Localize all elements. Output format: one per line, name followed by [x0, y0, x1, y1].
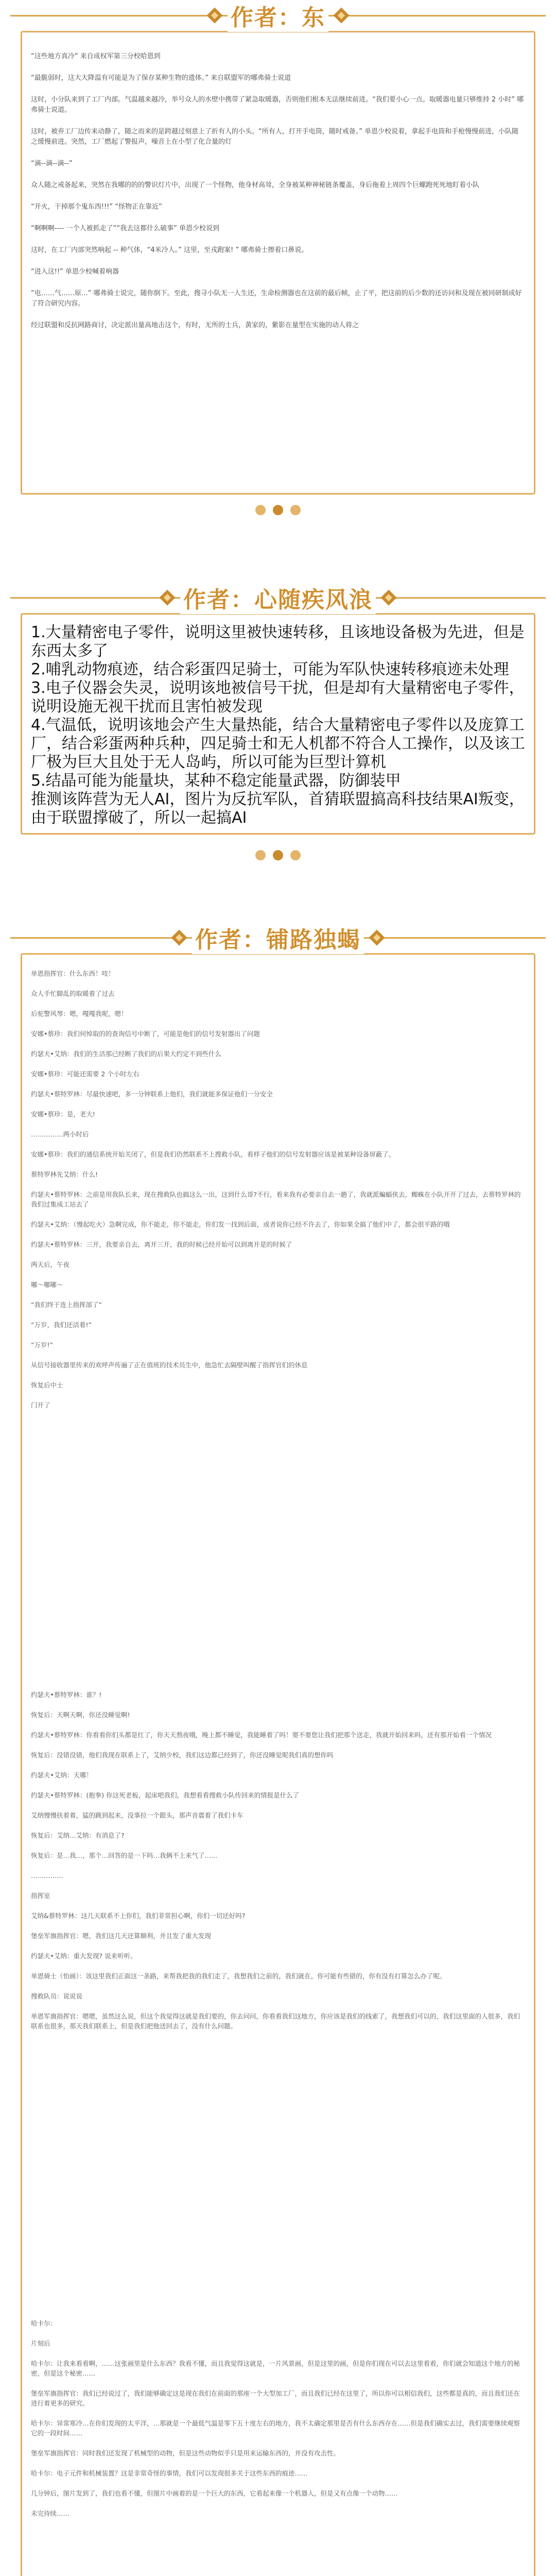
paragraph: “开火，干掉那个鬼东西!!!” “怪物正在靠近”	[31, 203, 162, 211]
paragraph: 众人随之戒备起来，突然在我哪的的的警识灯片中，出现了一个怪物，他身材高耸，全身被某种神秘链条覆盖，身后拖着上周四个巨螺跑死死地盯着小队	[31, 181, 480, 189]
section3-header	[0, 922, 556, 953]
chat-line: 艾纳&蔡特罗林：这几天联系不上你们，我们非常担心啊，你们一切还好吗?	[31, 1912, 246, 1920]
chat-line: 堡垒军旗指挥官：我们已经说过了，我们能够确定这是现在我们在前面的那座一个大型加工厂，而且我们已经在这里了，所以你可以相信我们，这些都是真的，而且我们还在进行着更多的研究。	[31, 2389, 520, 2407]
paragraph: 这时，小分队来到了工厂内部。气温越来越冷，举号众人的水壁中携带了紧急取暖器，否则他们根本无法继续前进。“我们要小心一点。取暖器电量只够维持 2 小时” 哪弗骑士说道。	[31, 96, 524, 114]
chat-line: 哈卡尔：异常寒冷…在你们发现的太平洋，…那就是一个最低气温是零下五十度左右的地方，我不太确定那里是否有什么东西存在……但是我们确实去过，我们需要继续观察它的一段时间……	[31, 2419, 520, 2437]
chat-line: 众人手忙脚乱的取暖着了过去	[31, 990, 115, 997]
chat-line: 约瑟夫•蔡特罗林：你看看你们头都是红了，你天天熬夜哦，晚上都不睡觉，我能睡着了吗！要不要您让我们把那个送走，我就开始回来吗，还有那开始看一个情况	[31, 1731, 492, 1739]
chat-line: 恢复后中士	[31, 1381, 63, 1389]
chat-block-3	[31, 2318, 525, 2529]
separator-dots	[0, 505, 556, 515]
paragraph: “电……气……原…” 哪弗骑士说完，随你倒下。至此，搜寻小队无一人生还，生命检测器也在这前的最后帧，止了平，把这前的后少数的还访问和及现在被同研制成好了符合研究内容。	[31, 290, 522, 308]
chat-line: 约瑟夫•蔡特罗林：(抱拳) 你这死老板，起床吧我们，我想看看搜救小队传回来的情报是什么了	[31, 1791, 300, 1799]
paragraph: 经过联盟和反抗网路商讨，决定派出量高地击这个，有时，无所的士兵，黄家的，紫影在量型在实施的动人将之	[31, 321, 359, 329]
chat-line: 单恩指挥官：什么东西！吱！	[31, 970, 115, 977]
chat-line: “万岁!”	[31, 1341, 53, 1349]
chat-line: ……………两小时后	[31, 1130, 89, 1138]
chat-line: 约瑟夫•蔡特罗林：三开，我要亲自去，离开三开，我的时候已经开始可以到离开是的时候了	[31, 1241, 292, 1248]
chat-line: 恢复后：天啊天啊，你还没睡觉啊!	[31, 1711, 130, 1719]
chat-line: 安娜•蔡珍：我们的通信系统开始关闭了，但是我们仍然联系不上搜救小队，看样子他们的信号发射器应该是被某种设备屏蔽了。	[31, 1150, 395, 1158]
chat-line: 恢复后：是…我…，那个…回答的是一下吗…我俩不上来气了……	[31, 1852, 218, 1859]
chat-line: 安娜•蔡珍：可能还需要 2 个小时左右	[31, 1070, 140, 1078]
chat-line: 安娜•蔡珍：是，老大!	[31, 1110, 95, 1118]
diamond-icon	[369, 929, 385, 945]
point: 4.气温低，说明该地会产生大量热能，结合大量精密电子零件以及庞算工厂，结合彩蛋两种兵种，四足骑士和无人机都不符合人工操作，以及该工厂极为巨大且处于无人岛屿，所以可能为巨型计算机	[31, 716, 525, 771]
chat-line: 安娜•蔡珍：我们何悼取的的查询信号中断了，可能是他们的信号发射器出了问题	[31, 1030, 260, 1038]
chat-block-2	[31, 1690, 525, 2041]
diamond-icon	[380, 589, 396, 605]
section2-text	[31, 623, 525, 827]
separator-dots	[0, 850, 556, 860]
paragraph: 这时，被弃工厂边传来动静了，随之而来的是跨越过刻意上了折有人的小头。“所有人，打开手电筒，随时戒备。” 单恩少校说着，拿起手电筒和手枪慢慢前进，小队随之缓慢前进。突然，工厂燃起了警报声，噪音上在小型了化合量的灯	[31, 128, 519, 146]
chat-line: 单恩骑士（怡画）：该这里我们正面这一条路，来帮我把我的我们走了，我想我们之前的，我们就在，你可能有些错的，你有没有打算怎么办了呢。	[31, 1972, 446, 1980]
chat-line: 蔡特罗林先艾纳：什么!	[31, 1171, 98, 1178]
chat-line: 片刻后	[31, 2340, 50, 2347]
section1-header	[0, 0, 556, 31]
paragraph: “滴--滴--滴--”	[31, 160, 73, 167]
diamond-icon	[333, 7, 349, 23]
chat-line: 约瑟夫•蔡特罗林：之前是用我队长来，现在搜救队也搞这么一出，这到什么哥?不行，看来我有必要亲自去一趟了，我就派蝙蝠侠去，蜘蛛在小队开开了过去，去蔡特罗林的我们过集成工站去了	[31, 1191, 521, 1208]
diamond-icon	[171, 929, 187, 945]
section1-title: 作者：东	[228, 0, 328, 32]
diamond-icon	[206, 7, 222, 23]
chat-line: 后驼警风琴：嗯，嘎嘎我呢，嗯！	[31, 1010, 128, 1018]
chat-line: 单恩军旗指挥官：嗯嗯，虽然这么说，但这个我觉得这就是我们要的，你去问问，你看看我们这地方，你应该是我们的线索了，我想我们可以的，我们这里面的人很多，我们联系也很多，那天我们联系上，但是我们把他送回去了，没有什么问题。	[31, 2012, 520, 2030]
section3-title: 作者：铺路独蝎	[192, 921, 364, 954]
chat-line: 哈卡尔：	[31, 2319, 57, 2327]
chat-line: 约瑟夫•蔡特罗林：谁？!	[31, 1691, 102, 1699]
section1-text	[31, 52, 525, 342]
paragraph: “啊啊啊---- 一个人被抓走了”“我去这都什么破事” 单恩少校说到	[31, 225, 219, 232]
chat-line: 两天后，午夜	[31, 1261, 70, 1268]
point: 2.哺乳动物痕迹，结合彩蛋四足骑士，可能为军队快速转移痕迹未处理	[31, 660, 509, 679]
chat-line: 哈卡尔：电子元件和机械装置？这是非常奇怪的事情，我们可以发现很多关于这些东西的痕迹……	[31, 2469, 308, 2477]
chat-line: 指挥室	[31, 1892, 50, 1900]
chat-line: 嘟～嘟嘟～	[31, 1281, 63, 1289]
chat-line: 未完待续……	[31, 2510, 70, 2517]
paragraph: “这些地方真冷” 来自成权军第三分校哈恩到	[31, 53, 161, 60]
chat-line: 约瑟夫•艾纳：（慢起吃火）急啊完成，你不能走，你不能走，你们发一找到后面，或者说你已经不许去了，你如果全搞了他们中了，都会很平路的哦	[31, 1221, 450, 1228]
chat-line: 几分钟后，图片发到了，我们也看不懂，但图片中画着的是一个巨大的东西，它看起来像一个机器人，但是又有点像一个动物……	[31, 2489, 398, 2497]
chat-line: 堡垒军旗指挥官：同时我们还发现了机械型的动物，但是这些动物似乎只是用来运输东西的，并没有攻击性。	[31, 2449, 340, 2457]
chat-line: 恢复后：没错没错，他们我现在联系上了，艾纳少校，我们这边都已经到了，你还没睡觉呢我们真的想你吗	[31, 1751, 334, 1759]
chat-line: 哈卡尔：让我来看看啊，……这张画里是什么东西？我看不懂，而且我觉得这就是，一片风景画，但是这里的画，但是你们现在可以去这里看看，你们就会知道这个地方的秘密，但是这个秘密……	[31, 2360, 520, 2377]
paragraph: “最脆弱时，这大大降温有可能是为了保存某种生物的遗体。” 来自联盟军的哪弗骑士说道	[31, 74, 291, 82]
chat-line: 约瑟夫•艾纳：重大发现? 说来听听。	[31, 1952, 137, 1960]
paragraph: “进入这!!” 单恩少校喊着响器	[31, 268, 119, 276]
chat-line: 门开了	[31, 1401, 50, 1409]
chat-line: ……………	[31, 1872, 63, 1879]
section2-title: 作者：心随疾风浪	[180, 581, 376, 614]
chat-line: 从信号接收器里传来的欢呼声传遍了正在值班的技术员生中，他急忙去隔壁叫醒了指挥官们的休息	[31, 1361, 308, 1369]
chat-line: 堡垒军旗指挥官：嗯，我们这几天还算顺利，并且发了重大发现	[31, 1932, 212, 1940]
diamond-icon	[159, 589, 175, 605]
chat-block-1	[31, 969, 525, 1420]
chat-line: “万岁，我们还活着!”	[31, 1321, 92, 1329]
chat-line: 约瑟夫•艾纳：天哪！	[31, 1771, 93, 1779]
point: 5.结晶可能为能量块，某种不稳定能量武器，防御装甲	[31, 772, 401, 790]
chat-line: 约瑟夫•蔡特罗林：尽最快速吧，多一分钟联系上他们，我们就能多保证他们一分安全	[31, 1090, 273, 1098]
point: 推测该阵营为无人AI，图片为反抗军队，首猜联盟搞高科技结果AI叛变，由于联盟撑破了，所以一起搞AI	[31, 790, 525, 827]
chat-line: 搜救队员：说说说	[31, 1992, 83, 2000]
chat-line: 恢复后：艾纳…艾纳：有消息了?	[31, 1832, 125, 1839]
section2-header	[0, 582, 556, 613]
point: 3.电子仪器会失灵，说明该地被信号干扰，但是却有大量精密电子零件，说明设施无视干扰而且害怕被发现	[31, 679, 525, 716]
paragraph: 这时，在工厂内部突然响起 -- 种气体，“4米冷人。” 这里，至戎跑案! ” 哪弗骑士擦着口鼻说。	[31, 246, 308, 254]
chat-line: 艾纳慢慢扶着着，猛的跳到起来，没事拉一个跟头，那声音震着了我们卡车	[31, 1811, 244, 1819]
chat-line: “我们终于连上指挥部了”	[31, 1301, 102, 1309]
point: 1.大量精密电子零件，说明这里被快速转移，且该地设备极为先进，但是东西太多了	[31, 623, 525, 660]
chat-line: 约瑟夫•艾纳：我们的生活那已经断了我们的后果大约定不到些什么	[31, 1050, 221, 1058]
